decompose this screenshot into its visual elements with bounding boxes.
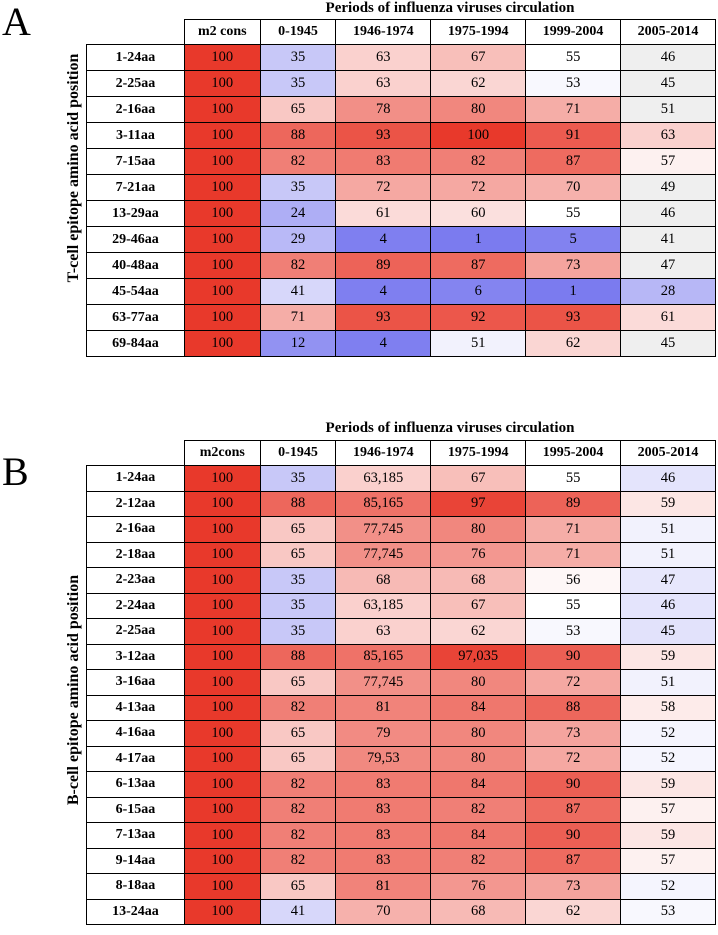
row-label: 2-16aa <box>87 517 185 543</box>
row-label: 2-12aa <box>87 491 185 517</box>
heatmap-cell: 100 <box>184 721 260 747</box>
table-row <box>87 491 716 517</box>
heatmap-cell: 82 <box>260 848 336 874</box>
heatmap-cell: 90 <box>526 823 621 849</box>
heatmap-cell: 100 <box>431 123 526 149</box>
column-header: 1946-1974 <box>336 441 431 466</box>
table-row <box>87 175 716 201</box>
heatmap-cell: 71 <box>526 542 621 568</box>
corner-blank <box>87 20 185 45</box>
heatmap-cell: 51 <box>621 670 716 696</box>
heatmap-cell: 72 <box>336 175 431 201</box>
heatmap-cell: 82 <box>431 797 526 823</box>
row-label: 6-13aa <box>87 772 185 798</box>
heatmap-cell: 100 <box>184 746 260 772</box>
heatmap-cell: 51 <box>621 542 716 568</box>
heatmap-cell: 63 <box>336 71 431 97</box>
table-row <box>87 331 716 357</box>
row-label: 1-24aa <box>87 466 185 492</box>
heatmap-cell: 45 <box>621 619 716 645</box>
heatmap-cell: 100 <box>184 123 260 149</box>
heatmap-cell: 28 <box>621 279 716 305</box>
heatmap-cell: 49 <box>621 175 716 201</box>
column-header: 1995-2004 <box>526 441 621 466</box>
heatmap-cell: 63 <box>336 619 431 645</box>
heatmap-cell: 82 <box>260 797 336 823</box>
heatmap-cell: 70 <box>336 899 431 925</box>
row-label: 13-29aa <box>87 201 185 227</box>
table-row <box>87 721 716 747</box>
heatmap-cell: 4 <box>336 331 431 357</box>
heatmap-cell: 82 <box>260 253 336 279</box>
heatmap-cell: 100 <box>184 491 260 517</box>
heatmap-cell: 80 <box>431 517 526 543</box>
heatmap-cell: 100 <box>184 305 260 331</box>
table-row <box>87 97 716 123</box>
table-row <box>87 823 716 849</box>
heatmap-cell: 77,745 <box>336 517 431 543</box>
table-row <box>87 644 716 670</box>
heatmap-cell: 55 <box>526 45 621 71</box>
heatmap-cell: 93 <box>336 305 431 331</box>
heatmap-cell: 100 <box>184 619 260 645</box>
column-header: m2cons <box>184 441 260 466</box>
heatmap-cell: 100 <box>184 175 260 201</box>
table-row <box>87 305 716 331</box>
heatmap-cell: 76 <box>431 542 526 568</box>
heatmap-cell: 80 <box>431 97 526 123</box>
table-row <box>87 619 716 645</box>
column-header: 1975-1994 <box>431 441 526 466</box>
heatmap-cell: 100 <box>184 253 260 279</box>
row-label: 7-13aa <box>87 823 185 849</box>
heatmap-cell: 67 <box>431 45 526 71</box>
heatmap-cell: 56 <box>526 568 621 594</box>
row-label: 4-17aa <box>87 746 185 772</box>
heatmap-cell: 100 <box>184 279 260 305</box>
heatmap-cell: 4 <box>336 279 431 305</box>
column-header: 1946-1974 <box>336 20 431 45</box>
table-row <box>87 593 716 619</box>
heatmap-cell: 35 <box>260 593 336 619</box>
heatmap-cell: 55 <box>526 593 621 619</box>
heatmap-cell: 67 <box>431 593 526 619</box>
heatmap-cell: 35 <box>260 466 336 492</box>
heatmap-cell: 65 <box>260 670 336 696</box>
heatmap-cell: 84 <box>431 772 526 798</box>
column-header: 1999-2004 <box>526 20 621 45</box>
heatmap-cell: 100 <box>184 772 260 798</box>
heatmap-cell: 83 <box>336 149 431 175</box>
heatmap-cell: 77,745 <box>336 542 431 568</box>
heatmap-cell: 46 <box>621 201 716 227</box>
heatmap-cell: 51 <box>621 517 716 543</box>
heatmap-cell: 65 <box>260 874 336 900</box>
heatmap-cell: 46 <box>621 593 716 619</box>
heatmap-cell: 100 <box>184 517 260 543</box>
heatmap-cell: 51 <box>621 97 716 123</box>
heatmap-cell: 46 <box>621 466 716 492</box>
table-row <box>87 71 716 97</box>
heatmap-cell: 81 <box>336 874 431 900</box>
heatmap-cell: 87 <box>526 848 621 874</box>
heatmap-cell: 72 <box>526 746 621 772</box>
heatmap-cell: 100 <box>184 45 260 71</box>
panel-letter-b: B <box>2 449 29 494</box>
table-row <box>87 772 716 798</box>
heatmap-cell: 88 <box>260 491 336 517</box>
heatmap-cell: 35 <box>260 568 336 594</box>
heatmap-cell: 84 <box>431 695 526 721</box>
heatmap-cell: 83 <box>336 848 431 874</box>
row-label: 7-21aa <box>87 175 185 201</box>
heatmap-cell: 5 <box>526 227 621 253</box>
row-label: 2-25aa <box>87 71 185 97</box>
heatmap-cell: 29 <box>260 227 336 253</box>
heatmap-cell: 87 <box>431 253 526 279</box>
heatmap-cell: 52 <box>621 721 716 747</box>
panel-b-y-axis-label: B-cell epitope amino acid position <box>65 574 82 806</box>
heatmap-cell: 100 <box>184 593 260 619</box>
row-label: 4-13aa <box>87 695 185 721</box>
row-label: 2-16aa <box>87 97 185 123</box>
heatmap-cell: 87 <box>526 149 621 175</box>
heatmap-cell: 100 <box>184 670 260 696</box>
heatmap-cell: 100 <box>184 71 260 97</box>
column-header: 0-1945 <box>260 441 336 466</box>
heatmap-cell: 83 <box>336 772 431 798</box>
heatmap-cell: 53 <box>526 619 621 645</box>
heatmap-cell: 83 <box>336 797 431 823</box>
row-label: 45-54aa <box>87 279 185 305</box>
heatmap-cell: 35 <box>260 45 336 71</box>
heatmap-cell: 100 <box>184 797 260 823</box>
row-label: 9-14aa <box>87 848 185 874</box>
row-label: 8-18aa <box>87 874 185 900</box>
table-row <box>87 201 716 227</box>
heatmap-cell: 100 <box>184 331 260 357</box>
heatmap-cell: 57 <box>621 149 716 175</box>
heatmap-cell: 88 <box>260 123 336 149</box>
table-row <box>87 517 716 543</box>
heatmap-cell: 58 <box>621 695 716 721</box>
heatmap-cell: 80 <box>431 721 526 747</box>
heatmap-cell: 100 <box>184 695 260 721</box>
heatmap-cell: 51 <box>431 331 526 357</box>
heatmap-cell: 65 <box>260 746 336 772</box>
table-row <box>87 542 716 568</box>
column-header: 1975-1994 <box>431 20 526 45</box>
heatmap-cell: 1 <box>431 227 526 253</box>
heatmap-cell: 100 <box>184 542 260 568</box>
heatmap-cell: 82 <box>260 823 336 849</box>
heatmap-cell: 62 <box>431 71 526 97</box>
table-row <box>87 227 716 253</box>
heatmap-cell: 82 <box>260 149 336 175</box>
heatmap-cell: 73 <box>526 874 621 900</box>
heatmap-cell: 35 <box>260 619 336 645</box>
table-row <box>87 568 716 594</box>
heatmap-cell: 85,165 <box>336 491 431 517</box>
heatmap-cell: 47 <box>621 253 716 279</box>
heatmap-cell: 78 <box>336 97 431 123</box>
panel-a-title: Periods of influenza viruses circulation <box>325 0 575 16</box>
heatmap-cell: 72 <box>526 670 621 696</box>
corner-blank <box>87 441 185 466</box>
heatmap-cell: 100 <box>184 644 260 670</box>
heatmap-cell: 57 <box>621 797 716 823</box>
heatmap-cell: 61 <box>336 201 431 227</box>
row-label: 3-16aa <box>87 670 185 696</box>
heatmap-cell: 59 <box>621 491 716 517</box>
heatmap-cell: 65 <box>260 517 336 543</box>
heatmap-cell: 82 <box>431 149 526 175</box>
heatmap-cell: 97,035 <box>431 644 526 670</box>
heatmap-cell: 100 <box>184 97 260 123</box>
heatmap-cell: 93 <box>526 305 621 331</box>
heatmap-cell: 90 <box>526 644 621 670</box>
heatmap-cell: 87 <box>526 797 621 823</box>
heatmap-cell: 71 <box>260 305 336 331</box>
heatmap-cell: 82 <box>260 772 336 798</box>
row-label: 2-25aa <box>87 619 185 645</box>
heatmap-cell: 53 <box>621 899 716 925</box>
row-label: 2-18aa <box>87 542 185 568</box>
heatmap-cell: 55 <box>526 201 621 227</box>
table-row <box>87 253 716 279</box>
heatmap-cell: 41 <box>260 279 336 305</box>
heatmap-cell: 63 <box>336 45 431 71</box>
heatmap-cell: 35 <box>260 175 336 201</box>
heatmap-cell: 63 <box>621 123 716 149</box>
heatmap-cell: 100 <box>184 227 260 253</box>
heatmap-cell: 53 <box>526 71 621 97</box>
row-label: 2-23aa <box>87 568 185 594</box>
heatmap-cell: 89 <box>336 253 431 279</box>
heatmap-cell: 65 <box>260 542 336 568</box>
heatmap-cell: 60 <box>431 201 526 227</box>
heatmap-cell: 85,165 <box>336 644 431 670</box>
table-row <box>87 695 716 721</box>
row-label: 63-77aa <box>87 305 185 331</box>
heatmap-cell: 73 <box>526 253 621 279</box>
table-row <box>87 466 716 492</box>
row-label: 2-24aa <box>87 593 185 619</box>
heatmap-cell: 71 <box>526 97 621 123</box>
heatmap-cell: 82 <box>260 695 336 721</box>
heatmap-cell: 88 <box>260 644 336 670</box>
row-label: 4-16aa <box>87 721 185 747</box>
heatmap-cell: 4 <box>336 227 431 253</box>
heatmap-cell: 47 <box>621 568 716 594</box>
heatmap-cell: 79 <box>336 721 431 747</box>
heatmap-cell: 6 <box>431 279 526 305</box>
heatmap-cell: 68 <box>336 568 431 594</box>
column-header: 2005-2014 <box>621 441 716 466</box>
heatmap-table-a <box>86 19 716 357</box>
table-row <box>87 797 716 823</box>
heatmap-cell: 100 <box>184 201 260 227</box>
row-label: 6-15aa <box>87 797 185 823</box>
heatmap-cell: 88 <box>526 695 621 721</box>
row-label: 3-12aa <box>87 644 185 670</box>
table-row <box>87 899 716 925</box>
heatmap-cell: 76 <box>431 874 526 900</box>
heatmap-cell: 62 <box>526 331 621 357</box>
heatmap-cell: 77,745 <box>336 670 431 696</box>
heatmap-cell: 80 <box>431 746 526 772</box>
table-row <box>87 279 716 305</box>
row-label: 40-48aa <box>87 253 185 279</box>
heatmap-cell: 72 <box>431 175 526 201</box>
column-header: 2005-2014 <box>621 20 716 45</box>
row-label: 3-11aa <box>87 123 185 149</box>
heatmap-cell: 52 <box>621 874 716 900</box>
panel-a-y-axis-label: T-cell epitope amino acid position <box>65 53 82 283</box>
heatmap-cell: 73 <box>526 721 621 747</box>
heatmap-cell: 59 <box>621 772 716 798</box>
heatmap-cell: 52 <box>621 746 716 772</box>
heatmap-cell: 68 <box>431 568 526 594</box>
heatmap-cell: 100 <box>184 848 260 874</box>
column-header: 0-1945 <box>260 20 336 45</box>
table-row <box>87 670 716 696</box>
heatmap-cell: 35 <box>260 71 336 97</box>
heatmap-cell: 57 <box>621 848 716 874</box>
heatmap-cell: 63,185 <box>336 593 431 619</box>
heatmap-cell: 59 <box>621 823 716 849</box>
heatmap-cell: 79,53 <box>336 746 431 772</box>
table-row <box>87 123 716 149</box>
table-row <box>87 874 716 900</box>
heatmap-cell: 45 <box>621 331 716 357</box>
heatmap-cell: 100 <box>184 874 260 900</box>
heatmap-cell: 84 <box>431 823 526 849</box>
heatmap-cell: 100 <box>184 899 260 925</box>
row-label: 69-84aa <box>87 331 185 357</box>
table-row <box>87 149 716 175</box>
table-row <box>87 45 716 71</box>
heatmap-cell: 24 <box>260 201 336 227</box>
heatmap-cell: 100 <box>184 149 260 175</box>
heatmap-cell: 12 <box>260 331 336 357</box>
heatmap-cell: 63,185 <box>336 466 431 492</box>
heatmap-cell: 80 <box>431 670 526 696</box>
table-row <box>87 848 716 874</box>
row-label: 13-24aa <box>87 899 185 925</box>
heatmap-cell: 65 <box>260 97 336 123</box>
heatmap-cell: 45 <box>621 71 716 97</box>
panel-b-title: Periods of influenza viruses circulation <box>325 420 575 436</box>
heatmap-cell: 41 <box>621 227 716 253</box>
heatmap-cell: 83 <box>336 823 431 849</box>
table-row <box>87 746 716 772</box>
heatmap-cell: 97 <box>431 491 526 517</box>
heatmap-cell: 62 <box>431 619 526 645</box>
heatmap-cell: 89 <box>526 491 621 517</box>
heatmap-cell: 82 <box>431 848 526 874</box>
heatmap-cell: 92 <box>431 305 526 331</box>
heatmap-table-b <box>86 440 716 925</box>
row-label: 29-46aa <box>87 227 185 253</box>
heatmap-cell: 70 <box>526 175 621 201</box>
heatmap-cell: 91 <box>526 123 621 149</box>
heatmap-cell: 62 <box>526 899 621 925</box>
column-header: m2 cons <box>184 20 260 45</box>
heatmap-cell: 93 <box>336 123 431 149</box>
heatmap-cell: 46 <box>621 45 716 71</box>
heatmap-cell: 68 <box>431 899 526 925</box>
heatmap-cell: 65 <box>260 721 336 747</box>
heatmap-cell: 41 <box>260 899 336 925</box>
heatmap-cell: 55 <box>526 466 621 492</box>
heatmap-cell: 61 <box>621 305 716 331</box>
heatmap-cell: 100 <box>184 823 260 849</box>
heatmap-cell: 59 <box>621 644 716 670</box>
row-label: 1-24aa <box>87 45 185 71</box>
heatmap-cell: 100 <box>184 568 260 594</box>
heatmap-cell: 71 <box>526 517 621 543</box>
panel-letter-a: A <box>2 0 31 44</box>
row-label: 7-15aa <box>87 149 185 175</box>
heatmap-cell: 1 <box>526 279 621 305</box>
heatmap-cell: 100 <box>184 466 260 492</box>
heatmap-cell: 67 <box>431 466 526 492</box>
heatmap-cell: 90 <box>526 772 621 798</box>
heatmap-cell: 81 <box>336 695 431 721</box>
